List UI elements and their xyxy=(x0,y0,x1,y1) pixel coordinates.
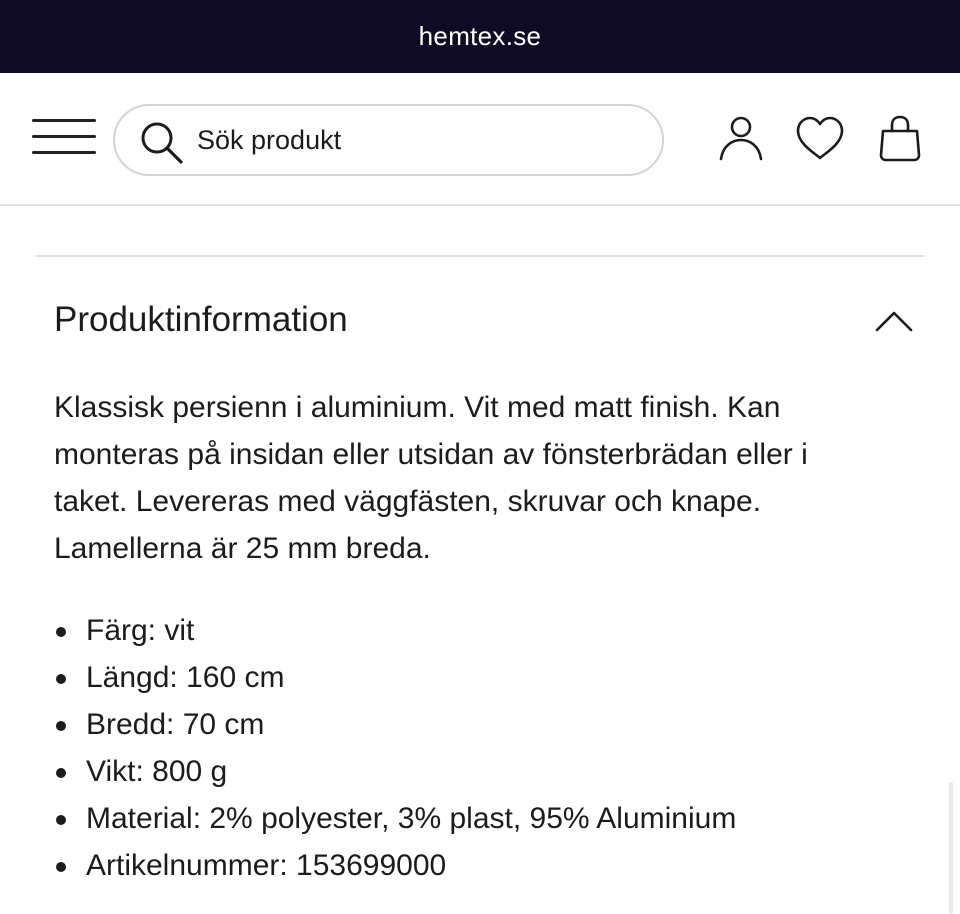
scrollbar[interactable] xyxy=(949,782,953,914)
section-divider xyxy=(36,255,924,257)
hamburger-line xyxy=(32,135,96,138)
chevron-up-icon[interactable] xyxy=(872,302,916,338)
product-info-accordion-header[interactable] xyxy=(36,286,924,358)
search-box[interactable] xyxy=(113,104,664,176)
spec-item-weight: Vikt: 800 g xyxy=(54,748,914,795)
description-line: taket. Levereras med väggfästen, skruvar och knape. xyxy=(54,485,762,518)
search-icon[interactable] xyxy=(137,118,185,166)
menu-button[interactable] xyxy=(32,117,96,157)
site-header xyxy=(0,73,960,206)
hamburger-line xyxy=(32,151,96,154)
user-icon[interactable] xyxy=(715,113,767,165)
hamburger-menu-icon xyxy=(32,119,96,122)
description-line: Lamellerna är 25 mm breda. xyxy=(54,532,431,565)
description-line: Klassisk persienn i aluminium. Vit med matt finish. Kan xyxy=(54,391,781,424)
product-specs-list xyxy=(54,607,914,889)
shopping-bag-icon[interactable] xyxy=(874,113,926,165)
product-description xyxy=(54,384,914,572)
description-line: monteras på insidan eller utsidan av fönsterbrädan eller i xyxy=(54,438,808,471)
spec-item-article-number: Artikelnummer: 153699000 xyxy=(54,842,914,889)
url-text: hemtex.se xyxy=(418,21,542,51)
heart-icon[interactable] xyxy=(794,113,846,165)
browser-url-bar[interactable] xyxy=(0,0,960,73)
spec-item-length: Längd: 160 cm xyxy=(54,654,914,701)
spec-item-color: Färg: vit xyxy=(54,607,914,654)
spec-item-material: Material: 2% polyester, 3% plast, 95% Aluminium xyxy=(54,795,914,842)
search-input[interactable] xyxy=(197,118,637,162)
spec-item-width: Bredd: 70 cm xyxy=(54,701,914,748)
section-title: Produktinformation xyxy=(54,300,348,339)
